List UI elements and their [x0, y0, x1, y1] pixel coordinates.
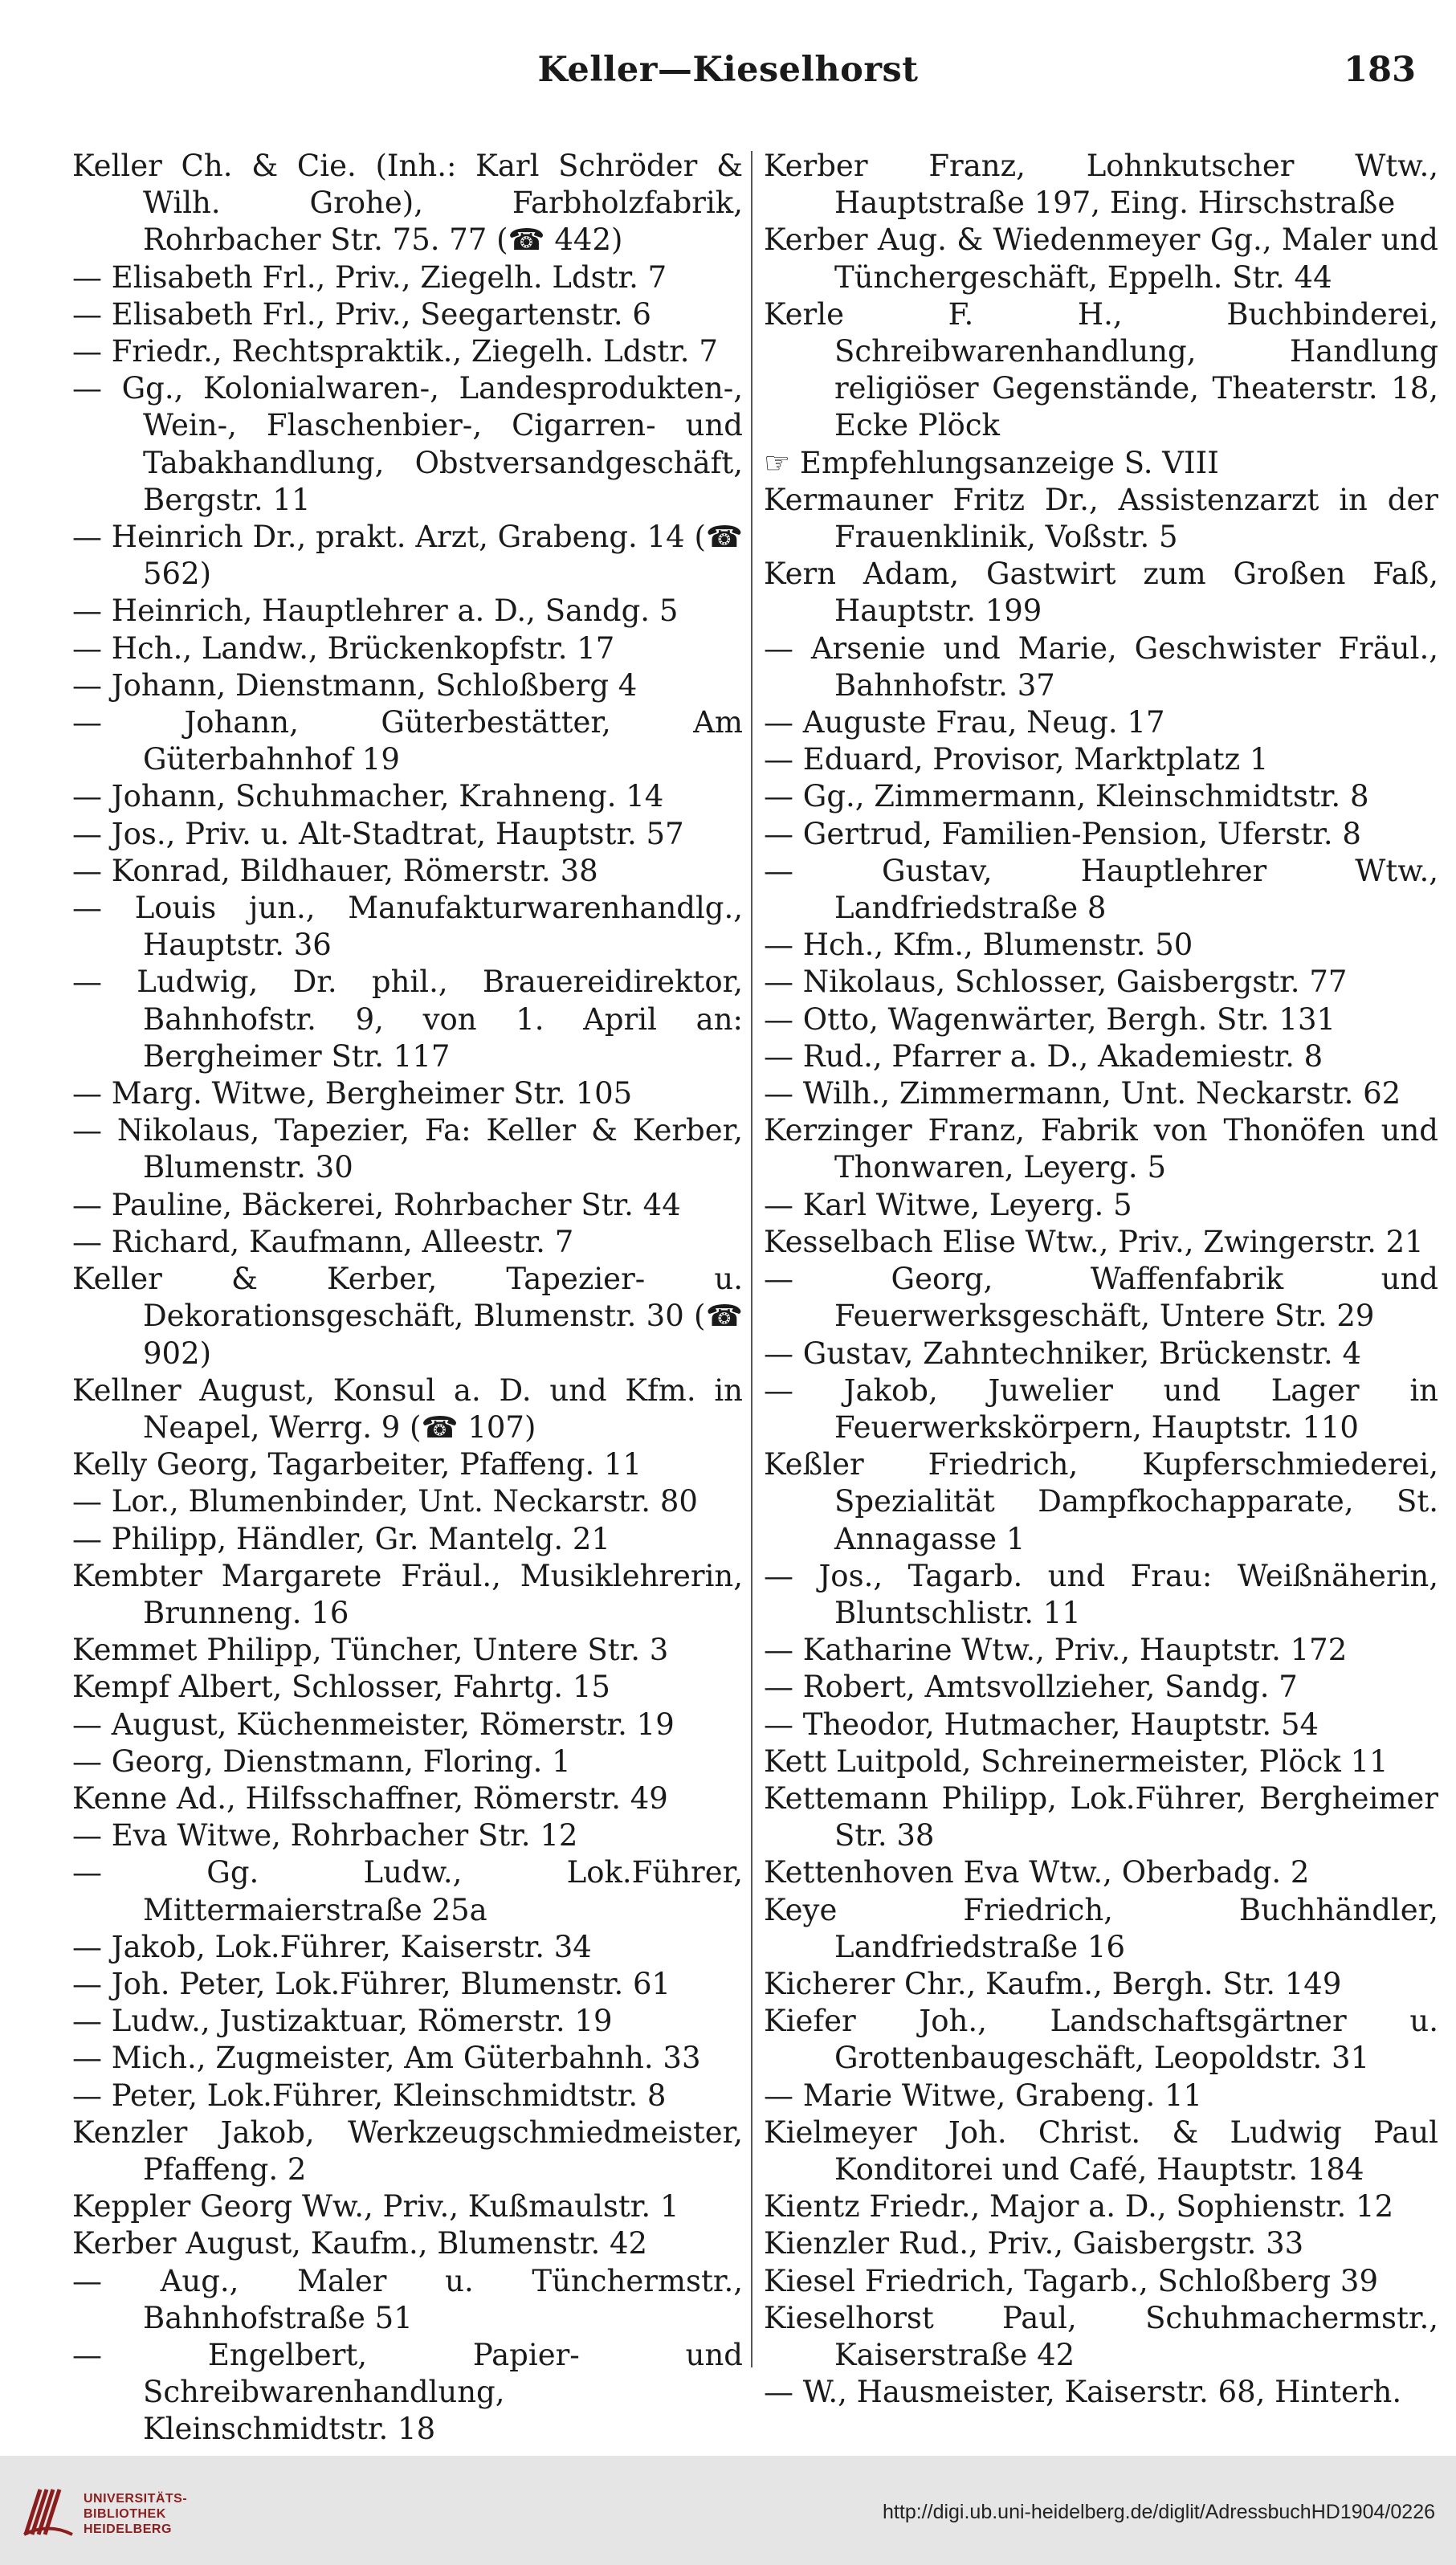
- directory-entry: — Rud., Pfarrer a. D., Akademiestr. 8: [764, 1038, 1323, 1074]
- directory-entry: Kerle F. H., Buchbinderei, Schreibwarenhandlung, Handlung religiöser Gegenstände, Theaterstr. 18, Ecke Plöck: [764, 296, 1438, 443]
- directory-entry: — Jakob, Lok.Führer, Kaiserstr. 34: [72, 1929, 592, 1964]
- directory-entry: — Engelbert, Papier- und Schreibwarenhandlung, Kleinschmidtstr. 18: [72, 2337, 743, 2447]
- directory-entry: — Jos., Tagarb. und Frau: Weißnäherin, Bluntschlistr. 11: [764, 1558, 1438, 1630]
- directory-entry: Kemmet Philipp, Tüncher, Untere Str. 3: [72, 1633, 669, 1668]
- running-title: Keller—Kieselhorst: [537, 50, 919, 90]
- directory-entry: — Friedr., Rechtspraktik., Ziegelh. Ldstr. 7: [72, 334, 718, 369]
- directory-entry: — Mich., Zugmeister, Am Güterbahnh. 33: [72, 2041, 701, 2076]
- directory-entry: — Hch., Kfm., Blumenstr. 50: [764, 928, 1193, 963]
- directory-entry: — Johann, Schuhmacher, Krahneng. 14: [72, 779, 664, 814]
- directory-entry: Kettemann Philipp, Lok.Führer, Bergheimer Str. 38: [764, 1780, 1438, 1853]
- directory-entry: — Wilh., Zimmermann, Unt. Neckarstr. 62: [764, 1076, 1401, 1111]
- directory-entry: Kenne Ad., Hilfsschaffner, Römerstr. 49: [72, 1780, 668, 1816]
- directory-entry: — Gg., Kolonialwaren-, Landesprodukten-, Wein-, Flaschenbier-, Cigarren- und Tabakhandlung, Obstversandgeschäft, Bergstr. 11: [72, 371, 743, 517]
- directory-entry: — Heinrich, Hauptlehrer a. D., Sandg. 5: [72, 593, 679, 629]
- directory-entry: — Jakob, Juwelier und Lager in Feuerwerkskörpern, Hauptstr. 110: [764, 1372, 1438, 1445]
- directory-entry: — Joh. Peter, Lok.Führer, Blumenstr. 61: [72, 1966, 671, 2001]
- directory-entry: — Eva Witwe, Rohrbacher Str. 12: [72, 1818, 578, 1853]
- directory-entry: — Lor., Blumenbinder, Unt. Neckarstr. 80: [72, 1484, 698, 1519]
- directory-entry: Kerber Aug. & Wiedenmeyer Gg., Maler und Tünchergeschäft, Eppelh. Str. 44: [764, 222, 1438, 295]
- directory-entry: Kerber Franz, Lohnkutscher Wtw., Hauptstraße 197, Eing. Hirschstraße: [764, 149, 1438, 221]
- directory-entry: Kern Adam, Gastwirt zum Großen Faß, Hauptstr. 199: [764, 557, 1438, 629]
- directory-entry: — Jos., Priv. u. Alt-Stadtrat, Hauptstr. 57: [72, 816, 684, 851]
- left-column: [72, 148, 743, 2447]
- directory-entry: ☞ Empfehlungsanzeige S. VIII: [764, 445, 1219, 480]
- directory-entry: — Richard, Kaufmann, Alleestr. 7: [72, 1224, 574, 1259]
- directory-entry: — Pauline, Bäckerei, Rohrbacher Str. 44: [72, 1187, 681, 1222]
- directory-entry: — W., Hausmeister, Kaiserstr. 68, Hinterh.: [764, 2375, 1402, 2410]
- directory-entry: Kettenhoven Eva Wtw., Oberbadg. 2: [764, 1855, 1310, 1890]
- directory-entry: — Louis jun., Manufakturwarenhandlg., Hauptstr. 36: [72, 891, 743, 963]
- column-divider: [751, 151, 752, 2367]
- directory-entry: — Elisabeth Frl., Priv., Ziegelh. Ldstr. 7: [72, 259, 667, 295]
- source-url-link[interactable]: http://digi.ub.uni-heidelberg.de/diglit/AdressbuchHD1904/0226: [883, 2501, 1435, 2523]
- directory-entry: Kientz Friedr., Major a. D., Sophienstr. 12: [764, 2189, 1394, 2224]
- library-name-line: HEIDELBERG: [84, 2522, 172, 2536]
- directory-entry: — Elisabeth Frl., Priv., Seegartenstr. 6: [72, 296, 651, 332]
- directory-entry: Keye Friedrich, Buchhändler, Landfriedstraße 16: [764, 1892, 1438, 1964]
- directory-entry: — Konrad, Bildhauer, Römerstr. 38: [72, 853, 598, 888]
- right-column: [764, 148, 1438, 2410]
- directory-entry: Kicherer Chr., Kaufm., Bergh. Str. 149: [764, 1966, 1342, 2001]
- directory-entry: — Theodor, Hutmacher, Hauptstr. 54: [764, 1707, 1319, 1742]
- library-name-line: BIBLIOTHEK: [84, 2507, 166, 2521]
- directory-entry: Kermauner Fritz Dr., Assistenzarzt in der Frauenklinik, Voßstr. 5: [764, 482, 1438, 555]
- directory-entry: Keppler Georg Ww., Priv., Kußmaulstr. 1: [72, 2189, 679, 2224]
- directory-entry: Keller & Kerber, Tapezier- u. Dekorationsgeschäft, Blumenstr. 30 (☎ 902): [72, 1262, 743, 1371]
- directory-entry: Keßler Friedrich, Kupferschmiederei, Spezialität Dampfkochapparate, St. Annagasse 1: [764, 1447, 1438, 1556]
- directory-entry: Kett Luitpold, Schreinermeister, Plöck 11: [764, 1743, 1389, 1779]
- directory-entry: Kellner August, Konsul a. D. und Kfm. in Neapel, Werrg. 9 (☎ 107): [72, 1372, 743, 1445]
- directory-entry: — Gertrud, Familien-Pension, Uferstr. 8: [764, 816, 1361, 851]
- directory-entry: Kembter Margarete Fräul., Musiklehrerin, Brunneng. 16: [72, 1558, 743, 1630]
- directory-entry: — Johann, Güterbestätter, Am Güterbahnhof 19: [72, 705, 743, 777]
- directory-entry: — Eduard, Provisor, Marktplatz 1: [764, 742, 1269, 777]
- directory-entry: — Peter, Lok.Führer, Kleinschmidtstr. 8: [72, 2078, 667, 2113]
- directory-entry: — Ludw., Justizaktuar, Römerstr. 19: [72, 2004, 613, 2039]
- directory-entry: — Georg, Dienstmann, Floring. 1: [72, 1743, 571, 1779]
- directory-entry: — Gg., Zimmermann, Kleinschmidtstr. 8: [764, 779, 1369, 814]
- library-name-line: UNIVERSITÄTS-: [84, 2492, 188, 2506]
- directory-entry: Kesselbach Elise Wtw., Priv., Zwingerstr. 21: [764, 1224, 1424, 1259]
- directory-entry: — August, Küchenmeister, Römerstr. 19: [72, 1707, 675, 1742]
- directory-entry: — Karl Witwe, Leyerg. 5: [764, 1187, 1132, 1222]
- directory-entry: — Otto, Wagenwärter, Bergh. Str. 131: [764, 1001, 1336, 1037]
- directory-entry: Kienzler Rud., Priv., Gaisbergstr. 33: [764, 2226, 1304, 2261]
- directory-entry: — Gg. Ludw., Lok.Führer, Mittermaierstraße 25a: [72, 1855, 743, 1927]
- footer-bar: [0, 2456, 1456, 2565]
- directory-entry: — Nikolaus, Tapezier, Fa: Keller & Kerber, Blumenstr. 30: [72, 1113, 743, 1185]
- directory-entry: — Hch., Landw., Brückenkopfstr. 17: [72, 630, 615, 666]
- directory-entry: Kerber August, Kaufm., Blumenstr. 42: [72, 2226, 648, 2261]
- library-name: [84, 2491, 187, 2537]
- directory-entry: — Aug., Maler u. Tünchermstr., Bahnhofstraße 51: [72, 2263, 743, 2335]
- directory-entry: — Ludwig, Dr. phil., Brauereidirektor, Bahnhofstr. 9, von 1. April an: Bergheimer Str. 117: [72, 964, 743, 1074]
- directory-entry: — Georg, Waffenfabrik und Feuerwerksgeschäft, Untere Str. 29: [764, 1262, 1438, 1334]
- page-header: [0, 50, 1456, 106]
- directory-entry: Kelly Georg, Tagarbeiter, Pfaffeng. 11: [72, 1447, 642, 1482]
- page-number: 183: [1344, 50, 1416, 90]
- directory-entry: — Gustav, Zahntechniker, Brückenstr. 4: [764, 1336, 1362, 1371]
- directory-entry: — Auguste Frau, Neug. 17: [764, 705, 1165, 740]
- library-logo-icon: [16, 2478, 84, 2546]
- directory-entry: — Heinrich Dr., prakt. Arzt, Grabeng. 14 (☎ 562): [72, 520, 743, 592]
- directory-entry: Kielmeyer Joh. Christ. & Ludwig Paul Konditorei und Café, Hauptstr. 184: [764, 2114, 1438, 2187]
- directory-entry: — Marie Witwe, Grabeng. 11: [764, 2078, 1203, 2113]
- directory-entry: — Johann, Dienstmann, Schloßberg 4: [72, 667, 638, 703]
- directory-entry: — Nikolaus, Schlosser, Gaisbergstr. 77: [764, 964, 1348, 1000]
- directory-entry: — Arsenie und Marie, Geschwister Fräul., Bahnhofstr. 37: [764, 630, 1438, 703]
- directory-entry: Kiesel Friedrich, Tagarb., Schloßberg 39: [764, 2263, 1379, 2298]
- directory-entry: — Robert, Amtsvollzieher, Sandg. 7: [764, 1670, 1298, 1705]
- directory-entry: — Gustav, Hauptlehrer Wtw., Landfriedstraße 8: [764, 853, 1438, 926]
- directory-entry: Kenzler Jakob, Werkzeugschmiedmeister, Pfaffeng. 2: [72, 2114, 743, 2187]
- directory-entry: Kieselhorst Paul, Schuhmachermstr., Kaiserstraße 42: [764, 2300, 1438, 2372]
- directory-entry: — Philipp, Händler, Gr. Mantelg. 21: [72, 1521, 610, 1556]
- directory-entry: Keller Ch. & Cie. (Inh.: Karl Schröder & Wilh. Grohe), Farbholzfabrik, Rohrbacher Str. 75. 77 (☎ 442): [72, 149, 743, 258]
- directory-entry: — Marg. Witwe, Bergheimer Str. 105: [72, 1076, 633, 1111]
- directory-entry: Kerzinger Franz, Fabrik von Thonöfen und Thonwaren, Leyerg. 5: [764, 1113, 1438, 1185]
- directory-entry: Kiefer Joh., Landschaftsgärtner u. Grottenbaugeschäft, Leopoldstr. 31: [764, 2004, 1438, 2076]
- directory-entry: Kempf Albert, Schlosser, Fahrtg. 15: [72, 1670, 610, 1705]
- directory-entry: — Katharine Wtw., Priv., Hauptstr. 172: [764, 1633, 1348, 1668]
